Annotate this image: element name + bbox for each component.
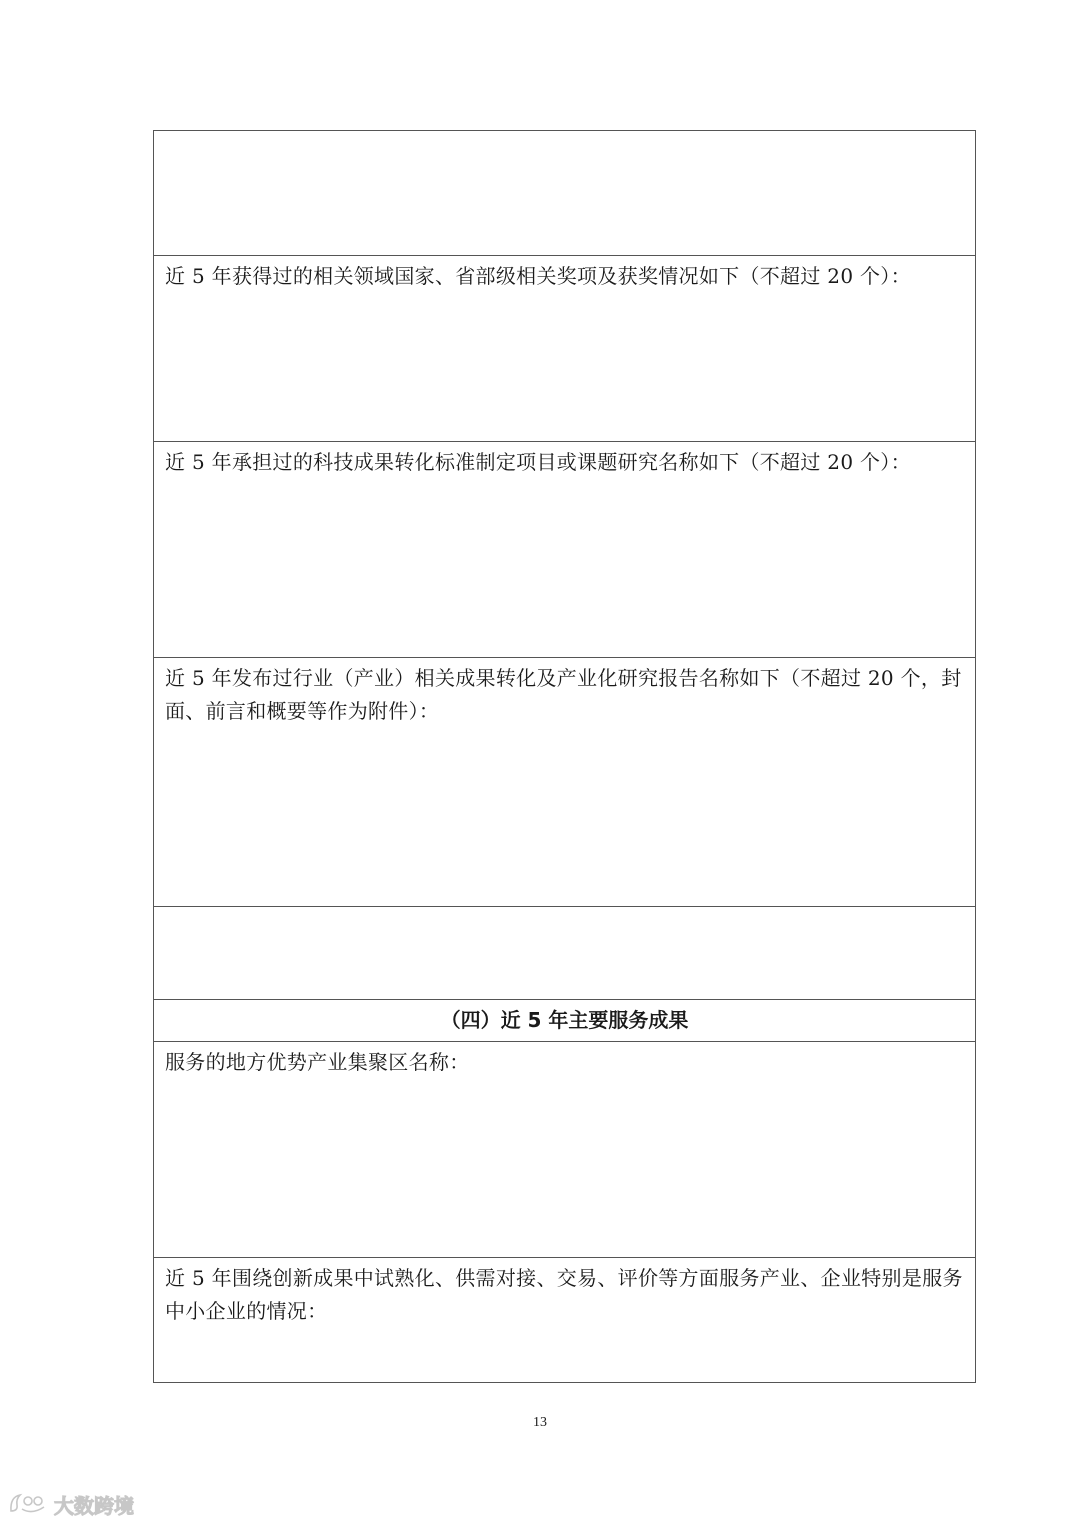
services-prompt: 近 5 年围绕创新成果中试熟化、供需对接、交易、评价等方面服务产业、企业特别是服务中小企业的情况：	[165, 1266, 963, 1323]
watermark	[8, 1490, 134, 1519]
awards-prompt: 近 5 年获得过的相关领域国家、省部级相关奖项及获奖情况如下（不超过 20 个）：	[165, 264, 911, 288]
table-row-blank-middle	[154, 907, 976, 1000]
application-form-table	[153, 130, 976, 1383]
section-heading: （四）近 5 年主要服务成果	[440, 1008, 689, 1032]
table-row-awards	[154, 256, 976, 442]
reports-prompt: 近 5 年发布过行业（产业）相关成果转化及产业化研究报告名称如下（不超过 20 个，封面、前言和概要等作为附件）：	[165, 666, 962, 723]
table-cell-empty	[154, 131, 976, 256]
table-row-clusters	[154, 1042, 976, 1258]
watermark-logo-icon	[8, 1491, 48, 1519]
page-number: 13	[533, 1415, 547, 1430]
watermark-text: 大数跨境	[54, 1494, 134, 1518]
table-row-reports	[154, 658, 976, 907]
standards-prompt: 近 5 年承担过的科技成果转化标准制定项目或课题研究名称如下（不超过 20 个）：	[165, 450, 911, 474]
table-row-blank-top	[154, 131, 976, 256]
clusters-prompt: 服务的地方优势产业集聚区名称：	[165, 1050, 470, 1074]
table-row-section-heading	[154, 1000, 976, 1042]
table-cell-empty	[154, 907, 976, 1000]
table-row-services	[154, 1258, 976, 1383]
table-row-standards	[154, 442, 976, 658]
